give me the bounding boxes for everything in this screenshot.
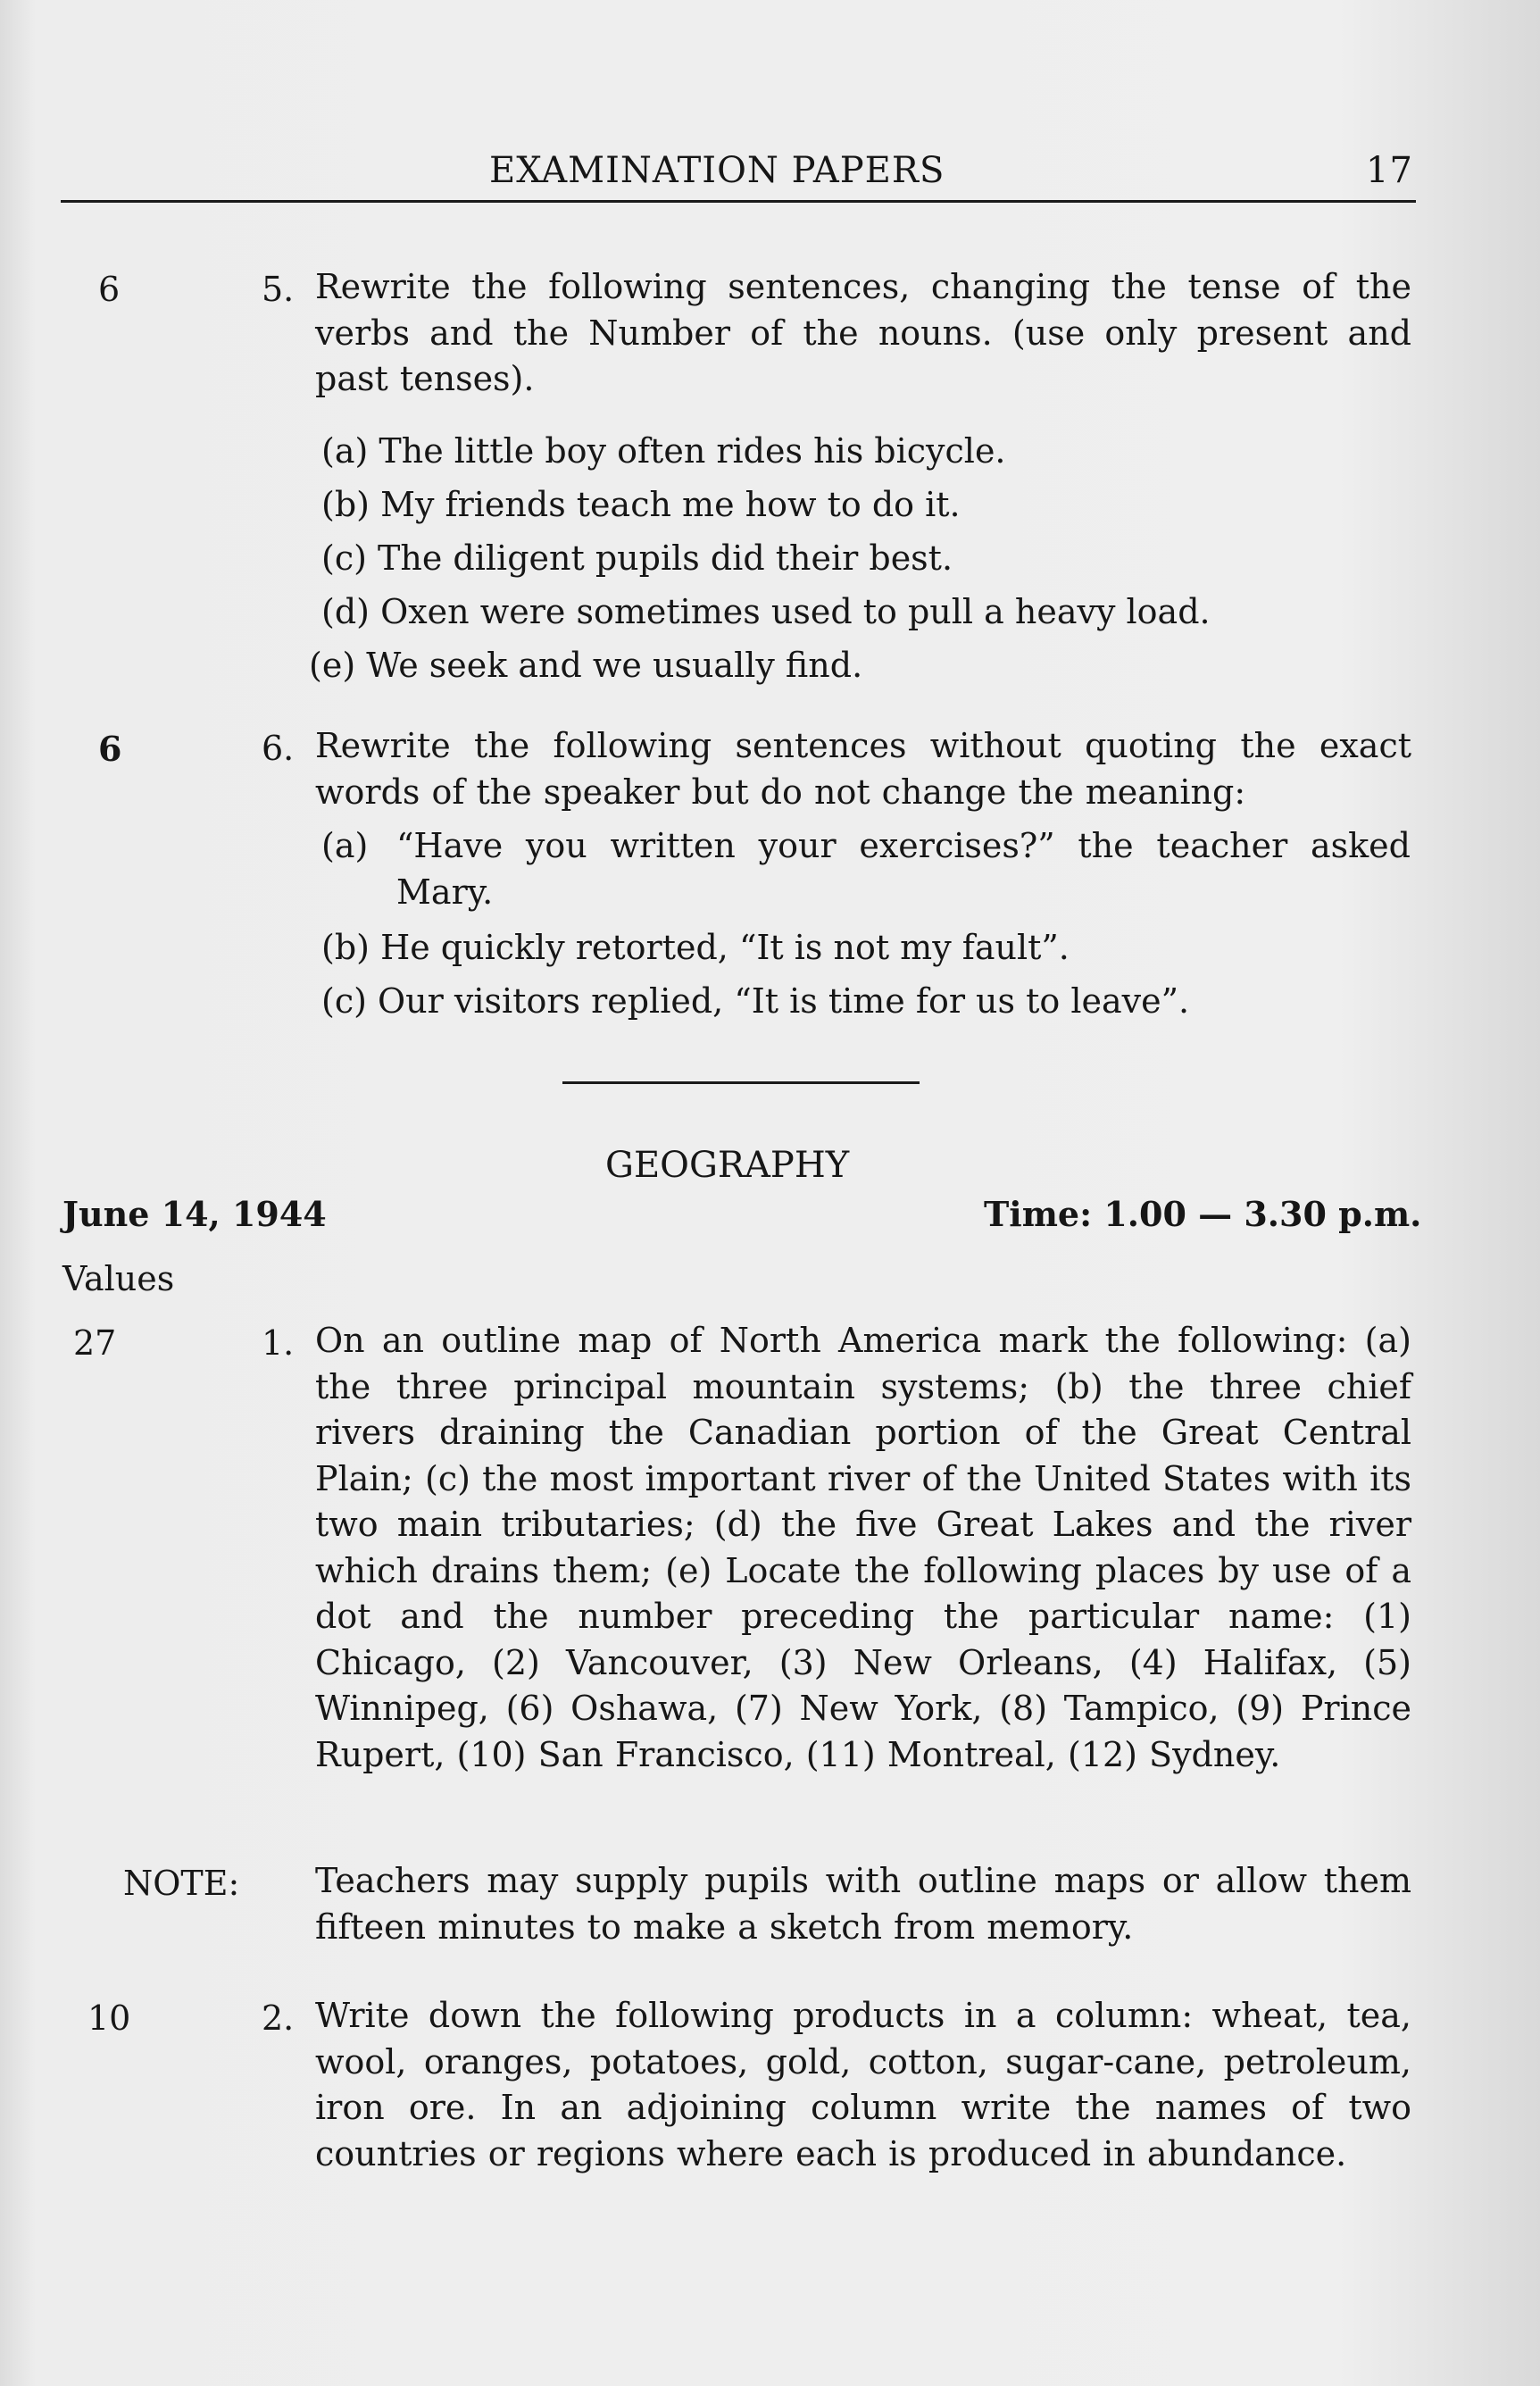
- question-6-text: Rewrite the following sentences without quoting the exact words of the speaker but do not change the meaning:: [315, 726, 1411, 812]
- q5-item-b: [321, 482, 961, 529]
- note-label: NOTE:: [123, 1864, 240, 1903]
- geography-q1-number: 1.: [262, 1323, 295, 1363]
- q6-item-a: [321, 823, 1411, 915]
- note-text: Teachers may supply pupils with outline maps or allow them fifteen minutes to make a sketch from memory.: [315, 1861, 1411, 1947]
- question-5-value: 6: [98, 270, 121, 309]
- q6-item-a-label: (a): [321, 826, 369, 865]
- q5-item-d-text: Oxen were sometimes used to pull a heavy load.: [380, 592, 1211, 631]
- section-divider: [562, 1081, 920, 1084]
- geography-q1-text: On an outline map of North America mark the following: (a) the three principal mountain systems; (b) the three chief rivers draining the Canadian portion of the Great Central Plain; (c) the most important river of the United States with its two main tributaries; (d) the five Great Lakes and the river which drains them; (e) Locate the following places by use of a dot and the number preceding the particular name: (1) Chicago, (2) Vancouver, (3) New Orleans, (4) Halifax, (5) Winnipeg, (6) Oshawa, (7) New York, (8) Tampico, (9) Prince Rupert, (10) San Francisco, (11) Montreal, (12) Sydney.: [315, 1321, 1411, 1774]
- header-rule: [61, 200, 1416, 203]
- question-5-text: Rewrite the following sentences, changing the tense of the verbs and the Number of the nouns. (use only present and past tenses).: [315, 267, 1411, 398]
- question-6-number: 6.: [262, 729, 295, 768]
- q5-item-c-text: The diligent pupils did their best.: [378, 538, 953, 578]
- q5-item-b-label: (b): [321, 485, 370, 524]
- q6-item-c-label: (c): [321, 981, 367, 1021]
- q5-item-c-label: (c): [321, 538, 367, 578]
- geography-q2-number: 2.: [262, 1998, 295, 2038]
- q5-item-c: [321, 536, 953, 582]
- q6-item-c-text: Our visitors replied, “It is time for us to leave”.: [378, 981, 1190, 1021]
- geography-q2-value: 10: [87, 1998, 131, 2038]
- q6-item-b-label: (b): [321, 928, 370, 967]
- q5-item-e: [309, 643, 862, 689]
- question-6-value: 6: [98, 729, 122, 769]
- geography-q2-text: Write down the following products in a column: wheat, tea, wool, oranges, potatoes, gold, cotton, sugar-cane, petroleum, iron ore. In an adjoining column write the names of two countries or regions where each is produced in abundance.: [315, 1996, 1411, 2173]
- q5-item-a: [321, 429, 1006, 475]
- q5-item-b-text: My friends teach me how to do it.: [380, 485, 961, 524]
- q5-item-a-label: (a): [321, 431, 369, 471]
- geography-q1-value: 27: [73, 1323, 117, 1363]
- q5-item-a-text: The little boy often rides his bicycle.: [379, 431, 1006, 471]
- q6-item-b-text: He quickly retorted, “It is not my fault”.: [380, 928, 1070, 967]
- q6-item-a-text: “Have you written your exercises?” the teacher asked Mary.: [396, 826, 1411, 912]
- section-title: GEOGRAPHY: [605, 1145, 850, 1186]
- values-label: Values: [62, 1259, 175, 1298]
- running-header-title: EXAMINATION PAPERS: [489, 150, 945, 191]
- q5-item-e-text: We seek and we usually find.: [366, 646, 863, 685]
- question-5-number: 5.: [262, 270, 295, 309]
- exam-time: Time: 1.00 — 3.30 p.m.: [984, 1194, 1422, 1234]
- exam-date: June 14, 1944: [62, 1194, 327, 1234]
- q5-item-d: [321, 589, 1211, 636]
- q6-item-b: [321, 925, 1070, 972]
- q6-item-c: [321, 979, 1189, 1025]
- q5-item-d-label: (d): [321, 592, 370, 631]
- page-number: 17: [1366, 150, 1413, 191]
- q5-item-e-label: (e): [309, 646, 356, 685]
